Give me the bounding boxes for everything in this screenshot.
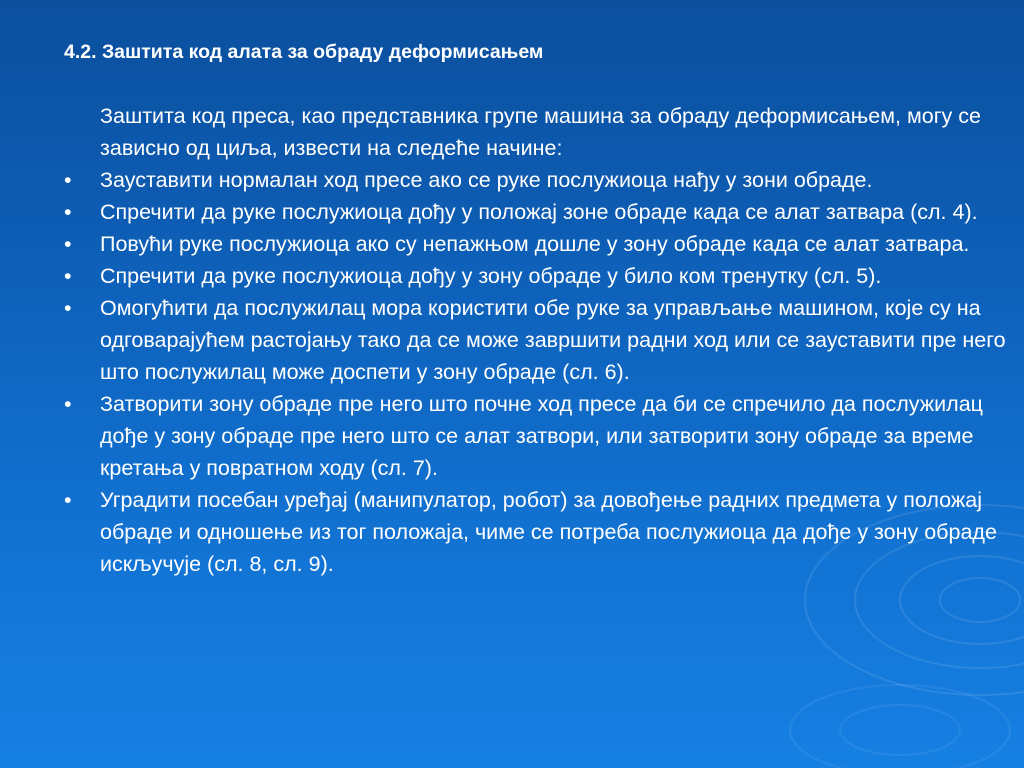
bullet-item <box>64 292 1014 388</box>
slide-body <box>64 100 1014 580</box>
bullet-icon: • <box>64 296 72 320</box>
bullet-icon: • <box>64 168 72 192</box>
slide-title: 4.2. Заштита код алата за обраду деформисањем <box>64 41 544 63</box>
bullet-list <box>64 164 1014 580</box>
bullet-icon: • <box>64 488 72 512</box>
bullet-text: Повући руке послужиоца ако су непажњом дошле у зону обраде када се алат затвара. <box>100 232 970 256</box>
bullet-item <box>64 260 1014 292</box>
bullet-text: Уградити посебан уређај (манипулатор, робот) за довођење радних предмета у положај обраде и одношење из тог положаја, чиме се потреба послужиоца да дође у зону обраде искључује (сл. 8, сл. 9). <box>100 488 997 576</box>
bullet-text: Омогућити да послужилац мора користити обе руке за управљање машином, које су на одговарајућем растојању тако да се може завршити радни ход или се зауставити пре него што послужилац може доспети у зону обраде (сл. 6). <box>100 296 1006 384</box>
bullet-icon: • <box>64 200 72 224</box>
bullet-item <box>64 196 1014 228</box>
bullet-item <box>64 164 1014 196</box>
bullet-icon: • <box>64 264 72 288</box>
bullet-item <box>64 388 1014 484</box>
bullet-text: Затворити зону обраде пре него што почне ход пресе да би се спречило да послужилац дође у зону обраде пре него што се алат затвори, или затворити зону обраде за време кретања у повратном ходу (сл. 7). <box>100 392 983 480</box>
bullet-item <box>64 484 1014 580</box>
bullet-icon: • <box>64 232 72 256</box>
bullet-text: Зауставити нормалан ход пресе ако се руке послужиоца нађу у зони обраде. <box>100 168 873 192</box>
intro-paragraph: Заштита код преса, као представника групе машина за обраду деформисањем, могу се зависно од циља, извести на следеће начине: <box>100 104 981 160</box>
bullet-text: Спречити да руке послужиоца дођу у положај зоне обраде када се алат затвара (сл. 4). <box>100 200 978 224</box>
bullet-icon: • <box>64 392 72 416</box>
bullet-item <box>64 228 1014 260</box>
bullet-text: Спречити да руке послужиоца дођу у зону обраде у било ком тренутку (сл. 5). <box>100 264 882 288</box>
